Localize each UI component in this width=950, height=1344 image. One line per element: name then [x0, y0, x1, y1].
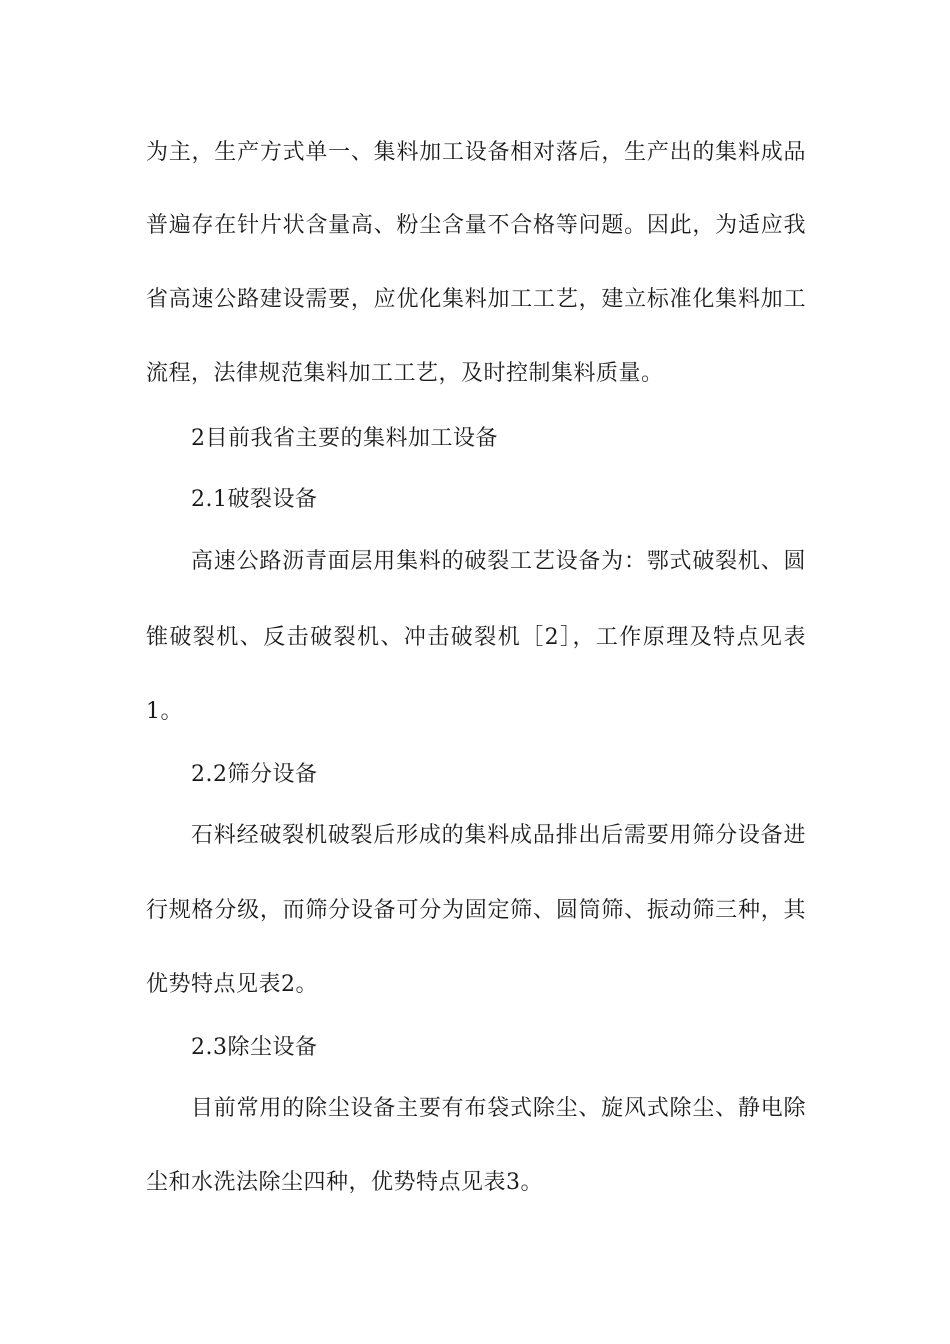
- subsection-heading: 2.1破裂设备: [191, 487, 318, 512]
- paragraph-line: 尘和水洗法除尘四种，优势特点见表3。: [146, 1170, 543, 1195]
- section-heading: 2目前我省主要的集料加工设备: [191, 426, 498, 451]
- paragraph-line: 流程，法律规范集料加工工艺，及时控制集料质量。: [146, 361, 664, 386]
- subsection-heading: 2.2筛分设备: [191, 762, 318, 787]
- paragraph-line: 为主，生产方式单一、集料加工设备相对落后，生产出的集料成品: [146, 140, 806, 165]
- paragraph-line: 省高速公路建设需要，应优化集料加工工艺，建立标准化集料加工: [146, 287, 806, 312]
- paragraph-line: 1。: [146, 699, 183, 724]
- paragraph-line: 行规格分级，而筛分设备可分为固定筛、圆筒筛、振动筛三种，其: [146, 898, 806, 923]
- paragraph-line: 高速公路沥青面层用集料的破裂工艺设备为：鄂式破裂机、圆: [191, 549, 806, 574]
- paragraph-line: 普遍存在针片状含量高、粉尘含量不合格等问题。因此，为适应我: [146, 213, 806, 238]
- subsection-heading: 2.3除尘设备: [191, 1035, 318, 1060]
- paragraph-line: 石料经破裂机破裂后形成的集料成品排出后需要用筛分设备进: [191, 823, 806, 848]
- paragraph-line: 目前常用的除尘设备主要有布袋式除尘、旋风式除尘、静电除: [191, 1096, 806, 1121]
- paragraph-line: 优势特点见表2。: [146, 972, 318, 997]
- paragraph-line: 锥破裂机、反击破裂机、冲击破裂机［2］，工作原理及特点见表: [146, 625, 806, 650]
